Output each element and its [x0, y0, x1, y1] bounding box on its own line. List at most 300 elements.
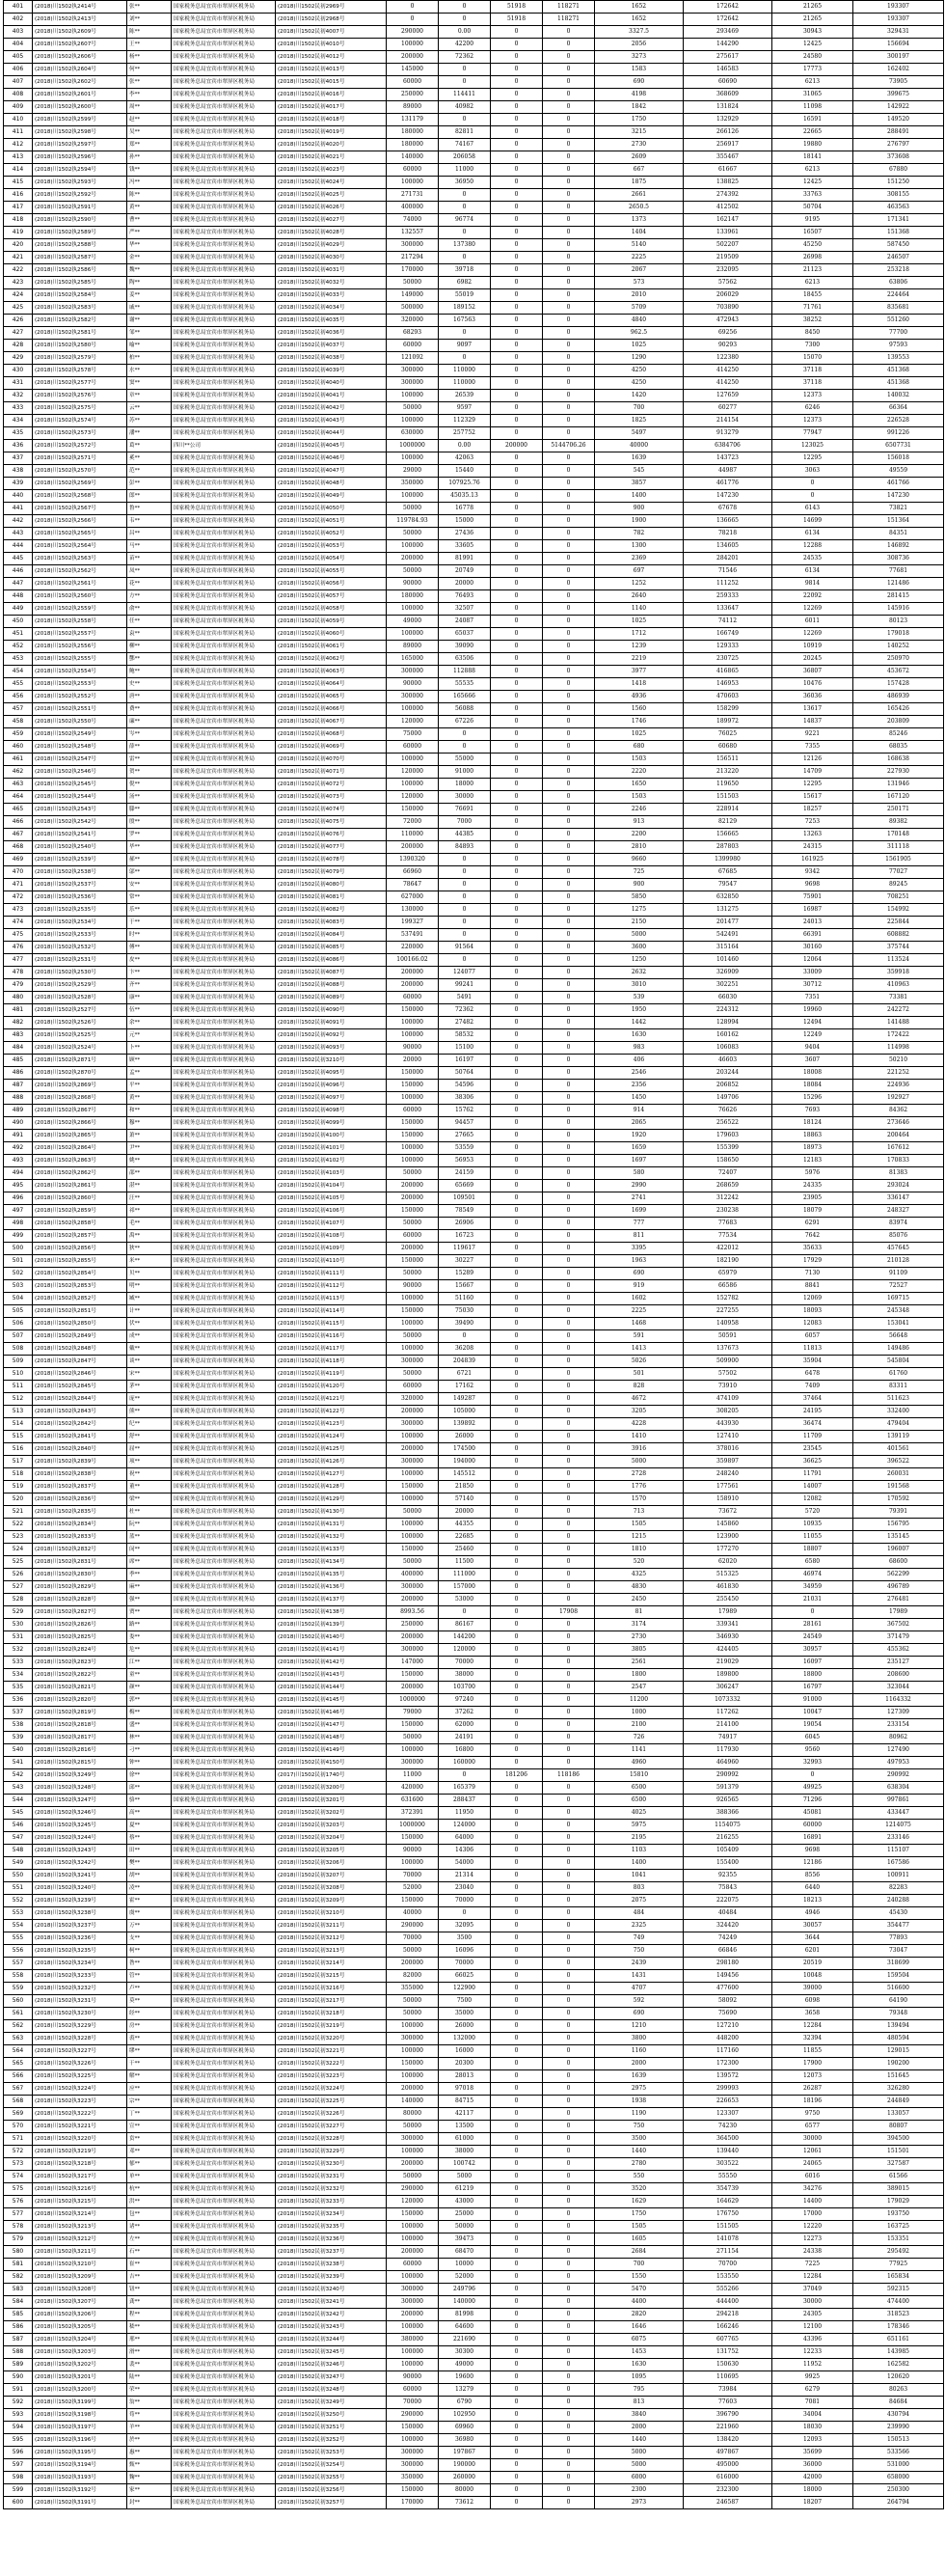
table-row	[4, 365, 944, 377]
judgment-number: (2018)川1502民初3245号	[276, 2346, 387, 2359]
party-name: 窦**	[127, 377, 172, 390]
amount-d: 0	[543, 1932, 595, 1945]
amount-c: 0	[491, 553, 543, 565]
amount-e: 697	[595, 565, 684, 578]
table-row	[4, 1155, 944, 1167]
amount-g: 6478	[772, 1368, 853, 1381]
case-number: (2018)川1502执3243号	[33, 1845, 127, 1857]
amount-h: 451368	[853, 377, 944, 390]
party-name: 季**	[127, 1569, 172, 1581]
amount-f: 77603	[684, 2397, 772, 2409]
table-row	[4, 1368, 944, 1381]
row-number: 473	[4, 904, 33, 917]
case-number: (2018)川1502执2571号	[33, 452, 127, 465]
amount-e: 803	[595, 1882, 684, 1895]
judgment-number: (2018)川1502民初4117号	[276, 1343, 387, 1356]
amount-f: 1399980	[684, 854, 772, 866]
amount-e: 680	[595, 741, 684, 754]
amount-f: 470603	[684, 691, 772, 703]
amount-c: 0	[491, 1995, 543, 2008]
party-name: 封**	[127, 2497, 172, 2509]
row-number: 524	[4, 1544, 33, 1556]
amount-c: 0	[491, 76, 543, 89]
amount-g: 12494	[772, 1017, 853, 1029]
amount-c: 0	[491, 1519, 543, 1531]
judgment-number: (2018)川1502民初4032号	[276, 277, 387, 289]
amount-a: 200000	[387, 2246, 439, 2259]
agency-name: 国家税务总局宜宾市翠屏区税务局	[172, 277, 276, 289]
amount-g: 3063	[772, 465, 853, 478]
amount-h: 336147	[853, 1192, 944, 1205]
case-number: (2018)川1502执2589号	[33, 227, 127, 239]
amount-a: 60000	[387, 992, 439, 1004]
amount-b: 197867	[439, 2447, 491, 2459]
amount-g: 18079	[772, 1205, 853, 1218]
party-name: 陆**	[127, 2371, 172, 2384]
row-number: 596	[4, 2447, 33, 2459]
amount-c: 0	[491, 1920, 543, 1932]
table-row	[4, 628, 944, 641]
amount-h: 281415	[853, 590, 944, 603]
judgment-number: (2018)川1502民初3225号	[276, 2096, 387, 2108]
amount-c: 0	[491, 1757, 543, 1769]
amount-b: 0	[439, 76, 491, 89]
amount-h: 308736	[853, 553, 944, 565]
amount-a: 100000	[387, 1155, 439, 1167]
amount-e: 3327.5	[595, 26, 684, 39]
amount-d: 0	[543, 427, 595, 440]
amount-a: 100000	[387, 1431, 439, 1443]
judgment-number: (2018)川1502民初4037号	[276, 340, 387, 352]
amount-c: 0	[491, 1443, 543, 1456]
amount-c: 0	[491, 1268, 543, 1280]
amount-f: 219029	[684, 1657, 772, 1669]
judgment-number: (2018)川1502民初4091号	[276, 1017, 387, 1029]
amount-c: 0	[491, 2434, 543, 2447]
amount-g: 46974	[772, 1569, 853, 1581]
case-number: (2018)川1502执3203号	[33, 2346, 127, 2359]
case-number: (2018)川1502执2586号	[33, 264, 127, 277]
row-number: 537	[4, 1707, 33, 1719]
table-row	[4, 1832, 944, 1845]
amount-b: 15000	[439, 515, 491, 528]
judgment-number: (2018)川1502民初4087号	[276, 967, 387, 979]
table-row	[4, 1519, 944, 1531]
amount-c: 0	[491, 2183, 543, 2196]
amount-d: 0	[543, 503, 595, 515]
amount-f: 913279	[684, 427, 772, 440]
amount-e: 1404	[595, 227, 684, 239]
judgment-number: (2018)川1502民初4056号	[276, 578, 387, 590]
amount-d: 0	[543, 478, 595, 490]
amount-a: 100000	[387, 2020, 439, 2033]
amount-b: 0	[439, 866, 491, 879]
amount-e: 9660	[595, 854, 684, 866]
agency-name: 国家税务总局宜宾市翠屏区税务局	[172, 1556, 276, 1569]
agency-name: 国家税务总局宜宾市翠屏区税务局	[172, 891, 276, 904]
amount-a: 150000	[387, 1067, 439, 1080]
amount-h: 85246	[853, 728, 944, 741]
judgment-number: (2018)川1502民初4118号	[276, 1356, 387, 1368]
amount-c: 0	[491, 252, 543, 264]
judgment-number: (2018)川1502民初4116号	[276, 1330, 387, 1343]
amount-b: 0	[439, 917, 491, 929]
amount-a: 300000	[387, 365, 439, 377]
amount-f: 146583	[684, 64, 772, 76]
amount-b: 26539	[439, 390, 491, 402]
amount-a: 50000	[387, 1218, 439, 1230]
amount-g: 11098	[772, 101, 853, 114]
amount-d: 0	[543, 327, 595, 340]
amount-h: 245348	[853, 1305, 944, 1318]
agency-name: 国家税务总局宜宾市翠屏区税务局	[172, 1205, 276, 1218]
party-name: 阮**	[127, 1519, 172, 1531]
amount-c: 0	[491, 2096, 543, 2108]
amount-g: 20245	[772, 653, 853, 666]
amount-d: 0	[543, 1105, 595, 1117]
judgment-number: (2018)川1502民初4133号	[276, 1544, 387, 1556]
amount-a: 200000	[387, 1594, 439, 1606]
amount-f: 414250	[684, 365, 772, 377]
amount-a: 100000	[387, 2271, 439, 2284]
table-row	[4, 1870, 944, 1882]
row-number: 450	[4, 616, 33, 628]
amount-h: 246507	[853, 252, 944, 264]
amount-f: 172642	[684, 14, 772, 26]
amount-e: 1750	[595, 114, 684, 126]
row-number: 486	[4, 1067, 33, 1080]
party-name: 谢**	[127, 315, 172, 327]
amount-d: 0	[543, 1719, 595, 1732]
judgment-number: (2018)川1502民初4033号	[276, 289, 387, 302]
row-number: 600	[4, 2497, 33, 2509]
amount-c: 0	[491, 1719, 543, 1732]
amount-d: 0	[543, 214, 595, 227]
amount-h: 147230	[853, 490, 944, 503]
row-number: 512	[4, 1393, 33, 1406]
agency-name: 国家税务总局宜宾市翠屏区税务局	[172, 139, 276, 151]
amount-f: 293469	[684, 26, 772, 39]
amount-b: 6982	[439, 277, 491, 289]
party-name: 狄**	[127, 1243, 172, 1255]
judgment-number: (2018)川1502民初3227号	[276, 2121, 387, 2133]
row-number: 485	[4, 1055, 33, 1067]
judgment-number: (2018)川1502民初4137号	[276, 1594, 387, 1606]
judgment-number: (2018)川1502民初2969号	[276, 1, 387, 14]
amount-d: 0	[543, 540, 595, 553]
judgment-number: (2018)川1502民初4109号	[276, 1243, 387, 1255]
amount-f: 155400	[684, 1857, 772, 1870]
case-number: (2018)川1502执2527号	[33, 1004, 127, 1017]
judgment-number: (2018)川1502民初4045号	[276, 440, 387, 452]
party-name: 刘**	[127, 14, 172, 26]
case-number: (2018)川1502执2413号	[33, 14, 127, 26]
case-number: (2018)川1502执3219号	[33, 2146, 127, 2158]
amount-f: 74249	[684, 1932, 772, 1945]
party-name: 戚**	[127, 302, 172, 315]
amount-a: 50000	[387, 1268, 439, 1280]
row-number: 570	[4, 2121, 33, 2133]
amount-d: 0	[543, 1205, 595, 1218]
amount-f: 110695	[684, 2371, 772, 2384]
party-name: 明**	[127, 1280, 172, 1293]
amount-h: 115107	[853, 1845, 944, 1857]
amount-e: 5497	[595, 427, 684, 440]
party-name: 谈**	[127, 1356, 172, 1368]
amount-e: 1210	[595, 2020, 684, 2033]
amount-e: 1252	[595, 578, 684, 590]
amount-e: 725	[595, 866, 684, 879]
amount-g: 5720	[772, 1506, 853, 1519]
party-name: 惠**	[127, 2447, 172, 2459]
table-row	[4, 891, 944, 904]
case-number: (2018)川1502执2526号	[33, 1017, 127, 1029]
table-row	[4, 967, 944, 979]
amount-f: 149706	[684, 1092, 772, 1105]
party-name: 邵**	[127, 1167, 172, 1180]
table-row	[4, 440, 944, 452]
party-name: 雷**	[127, 754, 172, 766]
amount-c: 0	[491, 164, 543, 177]
amount-a: 150000	[387, 1004, 439, 1017]
amount-c: 0	[491, 603, 543, 616]
amount-b: 44355	[439, 1519, 491, 1531]
amount-h: 140252	[853, 641, 944, 653]
amount-a: 100000	[387, 1017, 439, 1029]
amount-d: 0	[543, 1782, 595, 1795]
amount-g: 36000	[772, 2459, 853, 2472]
party-name: 顾**	[127, 1055, 172, 1067]
party-name: 齐**	[127, 979, 172, 992]
agency-name: 国家税务总局宜宾市翠屏区税务局	[172, 2397, 276, 2409]
table-row	[4, 2397, 944, 2409]
table-row	[4, 114, 944, 126]
amount-e: 1000	[595, 1707, 684, 1719]
case-number: (2018)川1502执3228号	[33, 2033, 127, 2045]
judgment-number: (2018)川1502民初3257号	[276, 2497, 387, 2509]
amount-d: 0	[543, 377, 595, 390]
amount-b: 144200	[439, 1631, 491, 1644]
judgment-number: (2018)川1502民初4054号	[276, 553, 387, 565]
amount-c: 0	[491, 1932, 543, 1945]
amount-b: 0	[439, 879, 491, 891]
amount-b: 0	[439, 904, 491, 917]
party-name: 干**	[127, 2058, 172, 2070]
amount-h: 276481	[853, 1594, 944, 1606]
judgment-number: (2018)川1502民初4142号	[276, 1657, 387, 1669]
amount-g: 18213	[772, 1895, 853, 1907]
judgment-number: (2018)川1502民初4025号	[276, 189, 387, 202]
party-name: 鲁**	[127, 503, 172, 515]
agency-name: 国家税务总局宜宾市翠屏区税务局	[172, 365, 276, 377]
amount-b: 81998	[439, 2309, 491, 2321]
amount-f: 221960	[684, 2422, 772, 2434]
table-row	[4, 2221, 944, 2233]
case-number: (2018)川1502执2551号	[33, 703, 127, 716]
case-number: (2018)川1502执2547号	[33, 754, 127, 766]
amount-f: 61667	[684, 164, 772, 177]
amount-h: 162402	[853, 64, 944, 76]
amount-c: 0	[491, 1832, 543, 1845]
amount-b: 72362	[439, 1004, 491, 1017]
agency-name: 国家税务总局宜宾市翠屏区税务局	[172, 1920, 276, 1932]
amount-f: 364500	[684, 2133, 772, 2146]
case-number: (2018)川1502执2563号	[33, 553, 127, 565]
row-number: 511	[4, 1381, 33, 1393]
judgment-number: (2018)川1502民初4093号	[276, 1042, 387, 1055]
judgment-number: (2018)川1502民初4100号	[276, 1130, 387, 1142]
amount-b: 7000	[439, 816, 491, 829]
amount-g: 16891	[772, 1832, 853, 1845]
amount-b: 55019	[439, 289, 491, 302]
amount-h: 226528	[853, 415, 944, 427]
party-name: 湛**	[127, 1180, 172, 1192]
amount-b: 26000	[439, 2020, 491, 2033]
amount-a: 380000	[387, 2334, 439, 2346]
row-number: 428	[4, 340, 33, 352]
table-row	[4, 866, 944, 879]
agency-name: 国家税务总局宜宾市翠屏区税务局	[172, 1757, 276, 1769]
row-number: 497	[4, 1205, 33, 1218]
amount-d: 0	[543, 151, 595, 164]
table-row	[4, 1606, 944, 1619]
amount-g: 7225	[772, 2259, 853, 2271]
table-row	[4, 315, 944, 327]
amount-e: 1140	[595, 603, 684, 616]
amount-h: 172422	[853, 1029, 944, 1042]
amount-e: 2730	[595, 1631, 684, 1644]
amount-d: 0	[543, 2146, 595, 2158]
party-name: 纪**	[127, 1418, 172, 1431]
party-name: 卞**	[127, 967, 172, 979]
amount-g: 10048	[772, 1970, 853, 1983]
judgment-number: (2018)川1502民初3203号	[276, 1820, 387, 1832]
row-number: 576	[4, 2196, 33, 2208]
amount-b: 0	[439, 741, 491, 754]
amount-h: 235127	[853, 1657, 944, 1669]
amount-h: 165834	[853, 2271, 944, 2284]
amount-h: 142922	[853, 101, 944, 114]
amount-h: 399675	[853, 89, 944, 101]
case-number: (2018)川1502执3241号	[33, 1870, 127, 1882]
ledger-body	[4, 1, 944, 2509]
amount-a: 100000	[387, 2070, 439, 2083]
agency-name: 国家税务总局宜宾市翠屏区税务局	[172, 2208, 276, 2221]
row-number: 411	[4, 126, 33, 139]
amount-c: 0	[491, 2346, 543, 2359]
case-number: (2018)川1502执3196号	[33, 2434, 127, 2447]
amount-e: 2730	[595, 139, 684, 151]
amount-h: 157428	[853, 678, 944, 691]
amount-h: 293024	[853, 1180, 944, 1192]
amount-b: 39473	[439, 2233, 491, 2246]
row-number: 533	[4, 1657, 33, 1669]
case-number: (2018)川1502执2860号	[33, 1192, 127, 1205]
row-number: 582	[4, 2271, 33, 2284]
amount-h: 170833	[853, 1155, 944, 1167]
case-number: (2018)川1502执2853号	[33, 1280, 127, 1293]
amount-f: 464960	[684, 1757, 772, 1769]
party-name: 毕**	[127, 841, 172, 854]
amount-c: 0	[491, 590, 543, 603]
amount-h: 592315	[853, 2284, 944, 2296]
case-number: (2018)川1502执2609号	[33, 26, 127, 39]
amount-g: 11813	[772, 1343, 853, 1356]
amount-c: 0	[491, 239, 543, 252]
amount-a: 631600	[387, 1795, 439, 1807]
amount-e: 5026	[595, 1356, 684, 1368]
party-name: 屈**	[127, 1443, 172, 1456]
table-row	[4, 2246, 944, 2259]
amount-a: 0	[387, 1, 439, 14]
judgment-number: (2018)川1502民初3207号	[276, 1870, 387, 1882]
judgment-number: (2018)川1502民初4043号	[276, 415, 387, 427]
table-row	[4, 2070, 944, 2083]
case-number: (2018)川1502执3201号	[33, 2371, 127, 2384]
table-row	[4, 402, 944, 415]
judgment-number: (2018)川1502民初4062号	[276, 653, 387, 666]
case-number: (2018)川1502执2578号	[33, 365, 127, 377]
agency-name: 国家税务总局宜宾市翠屏区税务局	[172, 2472, 276, 2484]
party-name: 吉**	[127, 2271, 172, 2284]
amount-e: 1650	[595, 779, 684, 791]
amount-b: 50764	[439, 1067, 491, 1080]
amount-h: 224936	[853, 1080, 944, 1092]
party-name: 卜**	[127, 1042, 172, 1055]
amount-e: 1400	[595, 1857, 684, 1870]
judgment-number: (2018)川1502民初3254号	[276, 2459, 387, 2472]
amount-h: 371479	[853, 1631, 944, 1644]
table-row	[4, 1644, 944, 1657]
amount-g: 42000	[772, 2472, 853, 2484]
amount-f: 92355	[684, 1870, 772, 1882]
amount-h: 66364	[853, 402, 944, 415]
amount-g: 24549	[772, 1631, 853, 1644]
amount-g: 6143	[772, 503, 853, 515]
amount-c: 0	[491, 2271, 543, 2284]
amount-d: 0	[543, 1995, 595, 2008]
row-number: 500	[4, 1243, 33, 1255]
row-number: 449	[4, 603, 33, 616]
case-number: (2018)川1502执2829号	[33, 1581, 127, 1594]
amount-h: 100911	[853, 1870, 944, 1882]
judgment-number: (2018)川1502民初4141号	[276, 1644, 387, 1657]
amount-f: 303522	[684, 2158, 772, 2171]
amount-h: 167612	[853, 1142, 944, 1155]
amount-a: 170000	[387, 264, 439, 277]
amount-c: 0	[491, 2284, 543, 2296]
party-name: 韦**	[127, 515, 172, 528]
amount-f: 1154075	[684, 1820, 772, 1832]
party-name: 杨**	[127, 51, 172, 64]
case-number: (2018)川1502执2601号	[33, 89, 127, 101]
amount-c: 0	[491, 1870, 543, 1882]
amount-e: 5000	[595, 1456, 684, 1468]
amount-g: 30000	[772, 2133, 853, 2146]
amount-d: 0	[543, 1544, 595, 1556]
amount-h: 311118	[853, 841, 944, 854]
row-number: 470	[4, 866, 33, 879]
row-number: 562	[4, 2020, 33, 2033]
amount-e: 1400	[595, 490, 684, 503]
amount-d: 0	[543, 51, 595, 64]
judgment-number: (2018)川1502民初4082号	[276, 904, 387, 917]
amount-f: 138420	[684, 2434, 772, 2447]
amount-f: 74230	[684, 2121, 772, 2133]
row-number: 525	[4, 1556, 33, 1569]
amount-h: 168638	[853, 754, 944, 766]
row-number: 464	[4, 791, 33, 804]
